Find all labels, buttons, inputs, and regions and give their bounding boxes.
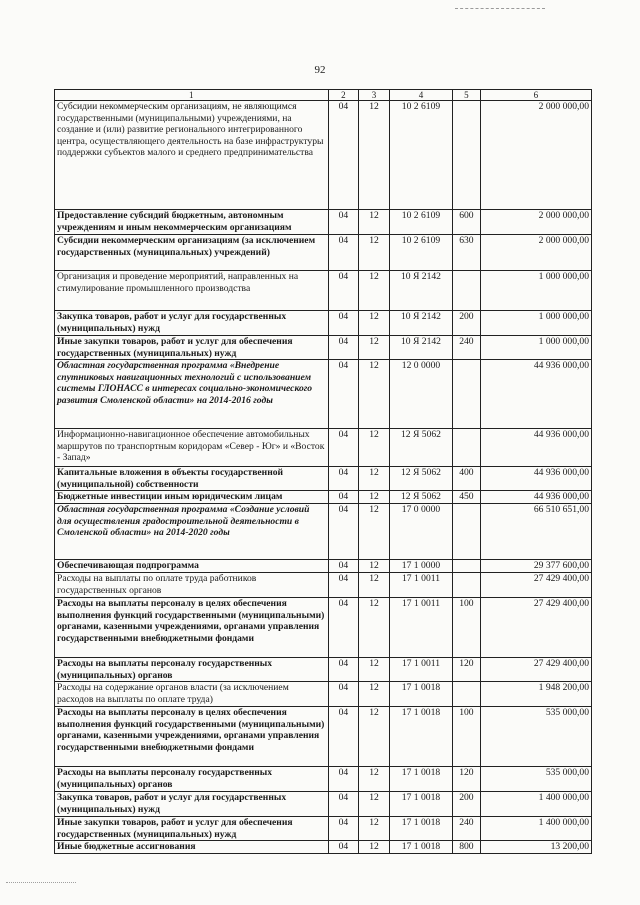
target-article: 17 1 0011 xyxy=(389,598,452,658)
target-article: 17 1 0018 xyxy=(389,792,452,817)
table-row xyxy=(55,210,592,235)
target-article: 10 2 6109 xyxy=(389,235,452,271)
amount: 1 000 000,00 xyxy=(480,271,591,311)
header-cell: 2 xyxy=(328,90,359,101)
amount: 13 200,00 xyxy=(480,841,591,854)
amount: 29 377 600,00 xyxy=(480,560,591,573)
amount: 2 000 000,00 xyxy=(480,101,591,210)
row-name: Обеспечивающая подпрограмма xyxy=(55,560,329,573)
expense-type: 100 xyxy=(453,598,481,658)
table-row xyxy=(55,101,592,210)
subsection-code: 12 xyxy=(359,101,390,210)
row-name: Расходы на выплаты персоналу государственных (муниципальных) органов xyxy=(55,767,329,792)
scan-mark-top xyxy=(455,8,545,9)
expense-type: 120 xyxy=(453,767,481,792)
target-article: 12 Я 5062 xyxy=(389,491,452,504)
target-article: 17 1 0000 xyxy=(389,560,452,573)
expense-type: 600 xyxy=(453,210,481,235)
table-row xyxy=(55,817,592,841)
section-code: 04 xyxy=(328,360,359,429)
amount: 1 000 000,00 xyxy=(480,311,591,336)
amount: 44 936 000,00 xyxy=(480,491,591,504)
amount: 66 510 651,00 xyxy=(480,504,591,560)
table-row xyxy=(55,491,592,504)
subsection-code: 12 xyxy=(359,792,390,817)
section-code: 04 xyxy=(328,467,359,491)
row-name: Субсидии некоммерческим организациям (за исключением государственных (муниципальных) учреждений) xyxy=(55,235,329,271)
section-code: 04 xyxy=(328,598,359,658)
expense-type: 630 xyxy=(453,235,481,271)
target-article: 17 0 0000 xyxy=(389,504,452,560)
subsection-code: 12 xyxy=(359,210,390,235)
table-row xyxy=(55,573,592,598)
target-article: 10 2 6109 xyxy=(389,210,452,235)
subsection-code: 12 xyxy=(359,598,390,658)
section-code: 04 xyxy=(328,682,359,707)
table-row xyxy=(55,560,592,573)
expense-type xyxy=(453,101,481,210)
expense-type: 450 xyxy=(453,491,481,504)
table-row xyxy=(55,504,592,560)
section-code: 04 xyxy=(328,271,359,311)
row-name: Иные бюджетные ассигнования xyxy=(55,841,329,854)
expense-type: 200 xyxy=(453,311,481,336)
subsection-code: 12 xyxy=(359,271,390,311)
table-row xyxy=(55,235,592,271)
target-article: 17 1 0011 xyxy=(389,573,452,598)
section-code: 04 xyxy=(328,560,359,573)
row-name: Закупка товаров, работ и услуг для государственных (муниципальных) нужд xyxy=(55,311,329,336)
row-name: Субсидии некоммерческим организациям, не являющимся государственными (муниципальными) учреждениями, на создание и (или) развитие регионального интегрированного центра, осуществляющего деятельность на базе инфраструктуры поддержки субъектов малого и среднего предпринимательства xyxy=(55,101,329,210)
expense-type: 200 xyxy=(453,792,481,817)
row-name: Расходы на содержание органов власти (за исключением расходов на выплаты по оплате труда) xyxy=(55,682,329,707)
target-article: 10 2 6109 xyxy=(389,101,452,210)
subsection-code: 12 xyxy=(359,336,390,360)
amount: 1 948 200,00 xyxy=(480,682,591,707)
amount: 44 936 000,00 xyxy=(480,429,591,467)
amount: 27 429 400,00 xyxy=(480,658,591,682)
header-cell: 1 xyxy=(55,90,329,101)
table-header-row xyxy=(55,90,592,101)
section-code: 04 xyxy=(328,707,359,767)
table-row xyxy=(55,336,592,360)
expense-type: 400 xyxy=(453,467,481,491)
target-article: 10 Я 2142 xyxy=(389,311,452,336)
target-article: 17 1 0018 xyxy=(389,767,452,792)
subsection-code: 12 xyxy=(359,841,390,854)
expense-type xyxy=(453,573,481,598)
row-name: Бюджетные инвестиции иным юридическим лицам xyxy=(55,491,329,504)
expense-type xyxy=(453,360,481,429)
subsection-code: 12 xyxy=(359,573,390,598)
section-code: 04 xyxy=(328,504,359,560)
section-code: 04 xyxy=(328,491,359,504)
section-code: 04 xyxy=(328,573,359,598)
subsection-code: 12 xyxy=(359,560,390,573)
table-row xyxy=(55,658,592,682)
table-row xyxy=(55,707,592,767)
table-row xyxy=(55,841,592,854)
section-code: 04 xyxy=(328,792,359,817)
expense-type xyxy=(453,429,481,467)
row-name: Информационно-навигационное обеспечение автомобильных маршрутов по транспортным коридорам «Север - Юг» и «Восток - Запад» xyxy=(55,429,329,467)
target-article: 17 1 0018 xyxy=(389,817,452,841)
section-code: 04 xyxy=(328,658,359,682)
budget-table xyxy=(54,89,592,854)
target-article: 17 1 0018 xyxy=(389,841,452,854)
row-name: Расходы на выплаты персоналу государственных (муниципальных) органов xyxy=(55,658,329,682)
row-name: Иные закупки товаров, работ и услуг для обеспечения государственных (муниципальных) нужд xyxy=(55,817,329,841)
subsection-code: 12 xyxy=(359,235,390,271)
expense-type: 100 xyxy=(453,707,481,767)
table-row xyxy=(55,271,592,311)
expense-type: 120 xyxy=(453,658,481,682)
amount: 535 000,00 xyxy=(480,767,591,792)
expense-type: 240 xyxy=(453,336,481,360)
row-name: Организация и проведение мероприятий, направленных на стимулирование промышленного производства xyxy=(55,271,329,311)
row-name: Предоставление субсидий бюджетным, автономным учреждениям и иным некоммерческим организациям xyxy=(55,210,329,235)
subsection-code: 12 xyxy=(359,429,390,467)
expense-type xyxy=(453,560,481,573)
header-cell: 5 xyxy=(453,90,481,101)
amount: 27 429 400,00 xyxy=(480,598,591,658)
table-row xyxy=(55,467,592,491)
subsection-code: 12 xyxy=(359,360,390,429)
target-article: 10 Я 2142 xyxy=(389,336,452,360)
amount: 44 936 000,00 xyxy=(480,360,591,429)
amount: 535 000,00 xyxy=(480,707,591,767)
subsection-code: 12 xyxy=(359,311,390,336)
amount: 2 000 000,00 xyxy=(480,235,591,271)
target-article: 10 Я 2142 xyxy=(389,271,452,311)
table-row xyxy=(55,682,592,707)
subsection-code: 12 xyxy=(359,467,390,491)
subsection-code: 12 xyxy=(359,817,390,841)
table-row xyxy=(55,598,592,658)
section-code: 04 xyxy=(328,817,359,841)
row-name: Иные закупки товаров, работ и услуг для обеспечения государственных (муниципальных) нужд xyxy=(55,336,329,360)
expense-type xyxy=(453,504,481,560)
table-row xyxy=(55,767,592,792)
subsection-code: 12 xyxy=(359,491,390,504)
section-code: 04 xyxy=(328,767,359,792)
amount: 1 400 000,00 xyxy=(480,817,591,841)
amount: 1 000 000,00 xyxy=(480,336,591,360)
expense-type: 240 xyxy=(453,817,481,841)
row-name: Закупка товаров, работ и услуг для государственных (муниципальных) нужд xyxy=(55,792,329,817)
header-cell: 3 xyxy=(359,90,390,101)
row-name: Расходы на выплаты по оплате труда работников государственных органов xyxy=(55,573,329,598)
table-row xyxy=(55,360,592,429)
section-code: 04 xyxy=(328,311,359,336)
amount: 44 936 000,00 xyxy=(480,467,591,491)
amount: 27 429 400,00 xyxy=(480,573,591,598)
target-article: 12 Я 5062 xyxy=(389,467,452,491)
expense-type: 800 xyxy=(453,841,481,854)
row-name: Расходы на выплаты персоналу в целях обеспечения выполнения функций государственными (муниципальными) органами, казенными учреждениями, органами управления государственными внебюджетными фондами xyxy=(55,598,329,658)
section-code: 04 xyxy=(328,210,359,235)
header-cell: 4 xyxy=(389,90,452,101)
target-article: 17 1 0018 xyxy=(389,682,452,707)
row-name: Областная государственная программа «Создание условий для осуществления градостроительной деятельности в Смоленской области» на 2014-2020 годы xyxy=(55,504,329,560)
target-article: 17 1 0011 xyxy=(389,658,452,682)
section-code: 04 xyxy=(328,841,359,854)
amount: 2 000 000,00 xyxy=(480,210,591,235)
amount: 1 400 000,00 xyxy=(480,792,591,817)
table-row xyxy=(55,429,592,467)
expense-type xyxy=(453,271,481,311)
section-code: 04 xyxy=(328,235,359,271)
table-row xyxy=(55,311,592,336)
section-code: 04 xyxy=(328,429,359,467)
target-article: 17 1 0018 xyxy=(389,707,452,767)
row-name: Областная государственная программа «Внедрение спутниковых навигационных технологий с использованием системы ГЛОНАСС в интересах социально-экономического развития Смоленской области» на 2014-2016 годы xyxy=(55,360,329,429)
subsection-code: 12 xyxy=(359,682,390,707)
scan-mark-bottom xyxy=(6,882,76,883)
section-code: 04 xyxy=(328,336,359,360)
target-article: 12 Я 5062 xyxy=(389,429,452,467)
header-cell: 6 xyxy=(480,90,591,101)
subsection-code: 12 xyxy=(359,658,390,682)
subsection-code: 12 xyxy=(359,767,390,792)
expense-type xyxy=(453,682,481,707)
row-name: Расходы на выплаты персоналу в целях обеспечения выполнения функций государственными (муниципальными) органами, казенными учреждениями, органами управления государственными внебюджетными фондами xyxy=(55,707,329,767)
page-number: 92 xyxy=(314,64,326,76)
target-article: 12 0 0000 xyxy=(389,360,452,429)
row-name: Капитальные вложения в объекты государственной (муниципальной) собственности xyxy=(55,467,329,491)
subsection-code: 12 xyxy=(359,707,390,767)
section-code: 04 xyxy=(328,101,359,210)
subsection-code: 12 xyxy=(359,504,390,560)
table-row xyxy=(55,792,592,817)
